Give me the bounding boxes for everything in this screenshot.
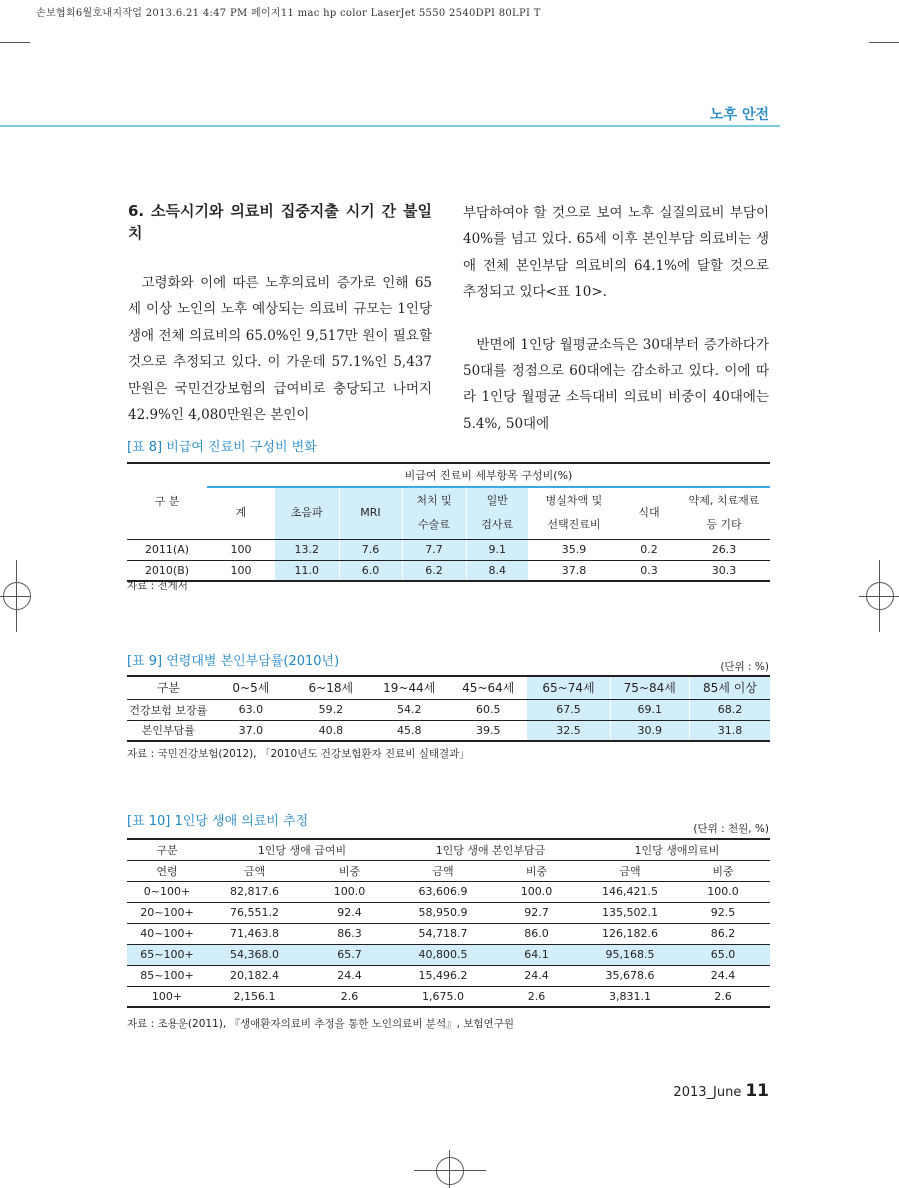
table-row (127, 986, 770, 1007)
cell: 54.2 (370, 699, 449, 720)
cell: 63,606.9 (397, 881, 489, 902)
cell: 7.6 (339, 539, 402, 560)
table-9-unit: (단위 : %) (720, 661, 769, 673)
table-9-header: 65~74세 (527, 676, 610, 699)
cell: 92.4 (302, 902, 397, 923)
paragraph: 고령화와 이에 따른 노후의료비 증가로 인해 65세 이상 노인의 노후 예상되는 의료비 규모는 1인당 생애 전체 의료비의 65.0%인 9,517만 원이 필요할 것으로 추정되고 있다. 이 가운데 57.1%인 5,437만원은 국민건강보험의 급여비로 충당되고 나머지 42.9%인 4,080만원은 본인이 (128, 275, 432, 424)
table-8-col-header: 병실차액 및 선택진료비 (528, 487, 620, 539)
cell: 135,502.1 (584, 902, 676, 923)
cell: 6.2 (402, 560, 466, 581)
page-footer (673, 1081, 769, 1101)
cell: 65.7 (302, 944, 397, 965)
table-row (127, 720, 770, 741)
cell: 31.8 (689, 720, 770, 741)
table-row (127, 539, 770, 560)
cell: 9.1 (466, 539, 528, 560)
cell: 1,675.0 (397, 986, 489, 1007)
cell: 2.6 (489, 986, 584, 1007)
table-10-group-header: 1인당 생애 급여비 (207, 839, 397, 860)
cell: 100 (207, 560, 275, 581)
cell: 59.2 (292, 699, 369, 720)
table-8-col-header: 계 (207, 487, 275, 539)
row-label: 20~100+ (127, 902, 207, 923)
issue-label: 2013_June (673, 1085, 742, 1100)
article-right-column (463, 200, 769, 437)
cell: 86.2 (676, 923, 770, 944)
section-heading: 6. 소득시기와 의료비 집중지출 시기 간 불일치 (128, 202, 432, 242)
cell: 35.9 (528, 539, 620, 560)
cell: 2,156.1 (207, 986, 302, 1007)
table-10 (127, 838, 770, 1008)
page-number: 11 (745, 1081, 769, 1101)
cell: 37.0 (210, 720, 293, 741)
paragraph: 반면에 1인당 월평균소득은 30대부터 증가하다가 50대를 정점으로 60대에는 감소하고 있다. 이에 따라 1인당 월평균 소득대비 의료비 비중이 40대에는 5.4%, 50대에 (463, 336, 769, 432)
cell: 68.2 (689, 699, 770, 720)
table-8 (127, 462, 770, 582)
cell: 54,368.0 (207, 944, 302, 965)
cell: 82,817.6 (207, 881, 302, 902)
table-9-caption: [표 9] 연령대별 본인부담률(2010년) (127, 654, 340, 669)
table-8-col-header: 일반 검사료 (466, 487, 528, 539)
cell: 24.4 (489, 965, 584, 986)
registration-mark-left (3, 582, 31, 610)
cell: 8.4 (466, 560, 528, 581)
cell: 24.4 (676, 965, 770, 986)
row-label: 본인부담률 (127, 720, 210, 741)
print-info-line: 손보협회6월호내지작업 2013.6.21 4:47 PM 페이지11 mac hp color LaserJet 5550 2540DPI 80LPI T (36, 8, 541, 19)
section-label: 노후 안전 (710, 107, 769, 123)
table-8-source: 자료 : 전게서 (127, 580, 188, 592)
table-9-header: 85세 이상 (689, 676, 770, 699)
table-10-row-header: 구분 (127, 839, 207, 860)
table-10-subheader: 비중 (676, 860, 770, 881)
table-9-header: 0~5세 (210, 676, 293, 699)
cell: 40.8 (292, 720, 369, 741)
cell: 69.1 (610, 699, 689, 720)
table-10-subheader: 비중 (302, 860, 397, 881)
table-row (127, 923, 770, 944)
cell: 126,182.6 (584, 923, 676, 944)
table-10-sub-row-label: 연령 (127, 860, 207, 881)
cell: 65.0 (676, 944, 770, 965)
cell: 30.3 (678, 560, 770, 581)
table-8-col-header: MRI (339, 487, 402, 539)
table-9-header: 19~44세 (370, 676, 449, 699)
row-label: 2010(B) (127, 560, 207, 581)
registration-mark-bottom (436, 1157, 464, 1185)
table-row (127, 560, 770, 581)
cell: 0.2 (620, 539, 678, 560)
cell: 40,800.5 (397, 944, 489, 965)
article-left-column (128, 200, 432, 428)
table-8-group-header: 비급여 진료비 세부항목 구성비(%) (207, 463, 770, 487)
cell: 92.5 (676, 902, 770, 923)
cell: 58,950.9 (397, 902, 489, 923)
crop-mark-right-vertical (879, 560, 880, 632)
crop-mark-left-vertical (16, 560, 17, 632)
table-8-col-header: 처치 및 수술료 (402, 487, 466, 539)
cell: 11.0 (275, 560, 339, 581)
cell: 67.5 (527, 699, 610, 720)
table-10-group-header: 1인당 생애의료비 (584, 839, 770, 860)
table-9-header: 75~84세 (610, 676, 689, 699)
table-8-row-header: 구 분 (127, 463, 207, 539)
table-row (127, 881, 770, 902)
cell: 15,496.2 (397, 965, 489, 986)
cell: 92.7 (489, 902, 584, 923)
table-row (127, 902, 770, 923)
cell: 100.0 (489, 881, 584, 902)
cell: 76,551.2 (207, 902, 302, 923)
cell: 26.3 (678, 539, 770, 560)
table-10-unit: (단위 : 천원, %) (693, 823, 769, 835)
table-9-source: 자료 : 국민건강보험(2012), 「2010년도 건강보험환자 진료비 실태결과」 (127, 748, 470, 760)
table-9-header: 45~64세 (449, 676, 527, 699)
row-label: 건강보험 보장률 (127, 699, 210, 720)
table-10-caption: [표 10] 1인당 생애 의료비 추정 (127, 814, 309, 829)
cell: 6.0 (339, 560, 402, 581)
row-label: 40~100+ (127, 923, 207, 944)
row-label: 85~100+ (127, 965, 207, 986)
cell: 63.0 (210, 699, 293, 720)
crop-mark-bottom-horizontal (414, 1170, 486, 1171)
cell: 2.6 (676, 986, 770, 1007)
cell: 64.1 (489, 944, 584, 965)
cell: 100 (207, 539, 275, 560)
row-label: 65~100+ (127, 944, 207, 965)
table-8-caption: [표 8] 비급여 진료비 구성비 변화 (127, 440, 317, 455)
header-rule (0, 125, 780, 127)
row-label: 100+ (127, 986, 207, 1007)
table-10-subheader: 비중 (489, 860, 584, 881)
table-row-highlighted (127, 944, 770, 965)
cell: 45.8 (370, 720, 449, 741)
table-8-col-header: 식대 (620, 487, 678, 539)
cell: 146,421.5 (584, 881, 676, 902)
table-9-header: 6~18세 (292, 676, 369, 699)
cell: 0.3 (620, 560, 678, 581)
cell: 100.0 (676, 881, 770, 902)
table-row (127, 699, 770, 720)
cell: 20,182.4 (207, 965, 302, 986)
table-row (127, 965, 770, 986)
cell: 3,831.1 (584, 986, 676, 1007)
cell: 13.2 (275, 539, 339, 560)
cell: 86.0 (489, 923, 584, 944)
cell: 32.5 (527, 720, 610, 741)
crop-mark-top-left (0, 42, 30, 43)
cell: 60.5 (449, 699, 527, 720)
cell: 95,168.5 (584, 944, 676, 965)
cell: 100.0 (302, 881, 397, 902)
table-9-header: 구분 (127, 676, 210, 699)
crop-mark-top-right (869, 42, 899, 43)
cell: 37.8 (528, 560, 620, 581)
table-8-col-header: 약제, 치료재료 등 기타 (678, 487, 770, 539)
cell: 7.7 (402, 539, 466, 560)
table-10-subheader: 금액 (584, 860, 676, 881)
cell: 39.5 (449, 720, 527, 741)
table-10-subheader: 금액 (397, 860, 489, 881)
cell: 35,678.6 (584, 965, 676, 986)
cell: 2.6 (302, 986, 397, 1007)
cell: 71,463.8 (207, 923, 302, 944)
table-10-source: 자료 : 조용운(2011), 『생애환자의료비 추정을 통한 노인의료비 분석』, 보험연구원 (127, 1018, 514, 1030)
cell: 86.3 (302, 923, 397, 944)
cell: 54,718.7 (397, 923, 489, 944)
row-label: 2011(A) (127, 539, 207, 560)
row-label: 0~100+ (127, 881, 207, 902)
table-8-col-header: 초음파 (275, 487, 339, 539)
cell: 24.4 (302, 965, 397, 986)
table-10-group-header: 1인당 생애 본인부담금 (397, 839, 584, 860)
table-10-subheader: 금액 (207, 860, 302, 881)
registration-mark-right (866, 582, 894, 610)
cell: 30.9 (610, 720, 689, 741)
table-9 (127, 675, 770, 742)
paragraph: 부담하여야 할 것으로 보여 노후 실질의료비 부담이 40%를 넘고 있다. 65세 이후 본인부담 의료비는 생애 전체 본인부담 의료비의 64.1%에 달할 것으로 추정되고 있다<표 10>. (463, 205, 769, 301)
